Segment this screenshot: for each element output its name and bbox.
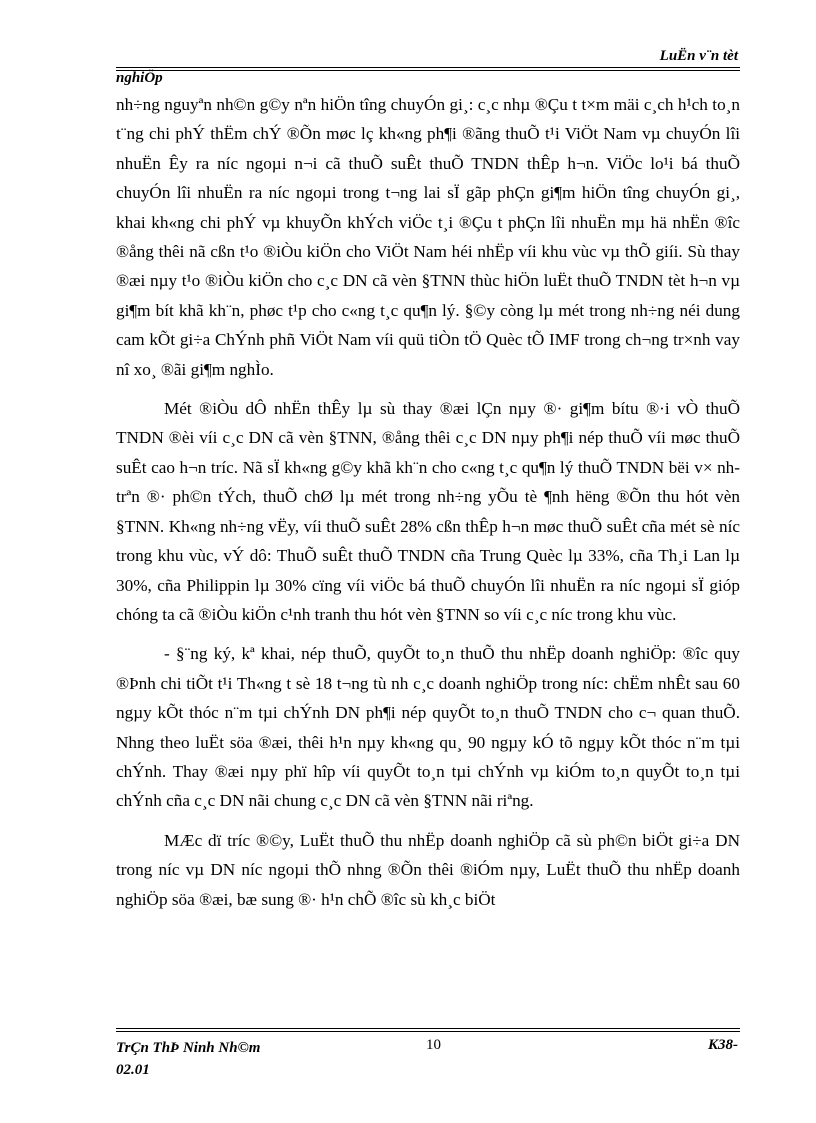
footer-class-code: K38- — [708, 1037, 738, 1053]
page-number: 10 — [426, 1037, 441, 1053]
paragraph: MÆc dï tríc ®©y, LuËt thuÕ thu nhËp doanh nghiÖp cã sù ph©n biÖt gi÷a DN trong níc vµ DN níc ngoµi thÕ nhng ®Õn thêi ®iÓm nµy, LuËt thuÕ thu nhËp doanh nghiÖp söa ®æi, bæ sung ®· h¹n chÕ ®îc sù kh¸c biÖt — [116, 830, 740, 909]
paragraph: nh÷ng nguyªn nh©n g©y nªn hiÖn tîng chuyÓn gi¸: c¸c nhµ ®Çu t t×m mäi c¸ch h¹ch to¸n t¨ng chi phÝ thËm chÝ ®Õn møc lç kh«ng ph¶i ®ãng thuÕ t¹i ViÖt Nam vµ chuyÓn lîi nhuËn Êy ra níc ngoµi n¬i cã thuÕ suÊt thuÕ TNDN thÊp h¬n. ViÖc lo¹i bá thuÕ chuyÓn lîi nhuËn ra níc ngoµi trong t¬ng lai sÏ gãp phÇn gi¶m hiÖn tîng chuyÓn gi¸, khai kh«ng chi phÝ vµ khuyÕn khÝch viÖc t¸i ®Çu t phÇn lîi nhuËn mµ hä nhËn ®îc ®ång thêi nã cßn t¹o ®iÒu kiÖn cho ViÖt Nam héi nhËp víi khu vùc vµ thÕ giíi. Sù thay ®æi nµy t¹o ®iÒu kiÖn cho c¸c DN cã vèn §TNN thùc hiÖn luËt thuÕ TNDN tèt h¬n vµ gi¶m bít khã kh¨n, phøc t¹p cho c«ng t¸c qu¶n lý. §©y còng lµ mét trong nh÷ng néi dung cam kÕt gi÷a ChÝnh phñ ViÖt Nam víi quü tiÒn tÖ Quèc tÕ IMF trong ch¬ng tr×nh vay nî xo¸ ®ãi gi¶m nghÌo. — [116, 95, 740, 379]
footer-author-name: TrÇn ThÞ Ninh Nh©m — [116, 1040, 261, 1056]
header-title-continuation: nghiÖp — [116, 70, 163, 86]
footer-author-cont: 02.01 — [116, 1062, 150, 1078]
footer-author — [116, 1037, 316, 1081]
header-rule — [116, 67, 740, 71]
header-title: LuËn v¨n tèt — [659, 48, 738, 64]
paragraph: - §¨ng ký, kª khai, nép thuÕ, quyÕt to¸n thuÕ thu nhËp doanh nghiÖp: ®îc quy ®Þnh chi tiÕt t¹i Th«ng t sè 18 t¬ng tù nh c¸c doanh nghiÖp trong níc: chËm nhÊt sau 60 ngµy kÕt thóc n¨m tµi chÝnh DN ph¶i nép quyÕt to¸n thuÕ TNDN cho c¬ quan thuÕ. Nhng theo luËt söa ®æi, thêi h¹n nµy kh«ng qu¸ 90 ngµy kÓ tõ ngµy kÕt thóc n¨m tµi chÝnh. Thay ®æi nµy phï hîp víi quyÕt to¸n tµi chÝnh vµ kiÓm to¸n quyÕt to¸n tµi chÝnh cña c¸c DN nãi chung c¸c DN cã vèn §TNN nãi riªng. — [116, 644, 740, 811]
paragraph: Mét ®iÒu dÔ nhËn thÊy lµ sù thay ®æi lÇn nµy ®· gi¶m bítu ®·i vÒ thuÕ TNDN ®èi víi c¸c DN cã vèn §TNN, ®ång thêi c¸c DN nµy ph¶i nép thuÕ víi møc thuÕ suÊt cao h¬n tríc. Nã sÏ kh«ng g©y khã kh¨n cho c«ng t¸c qu¶n lý thuÕ TNDN bëi v× nh trªn ®· ph©n tÝch, thuÕ chØ lµ mét trong nh÷ng yÕu tè ¶nh hëng ®Õn thu hót vèn §TNN. Kh«ng nh÷ng vËy, víi thuÕ suÊt 28% cßn thÊp h¬n møc thuÕ suÊt cña mét sè níc trong khu vùc, vÝ dô: ThuÕ suÊt thuÕ TNDN cña Trung Quèc lµ 33%, cña Th¸i Lan lµ 30%, cña Philippin lµ 30% cïng víi viÖc bá thuÕ chuyÓn lîi nhuËn ra níc ngoµi sÏ gióp chóng ta cã ®iÒu kiÖn c¹nh tranh thu hót vèn §TNN so víi c¸c níc trong khu vùc. — [116, 399, 740, 624]
footer-rule — [116, 1028, 740, 1032]
body-text — [116, 90, 740, 924]
